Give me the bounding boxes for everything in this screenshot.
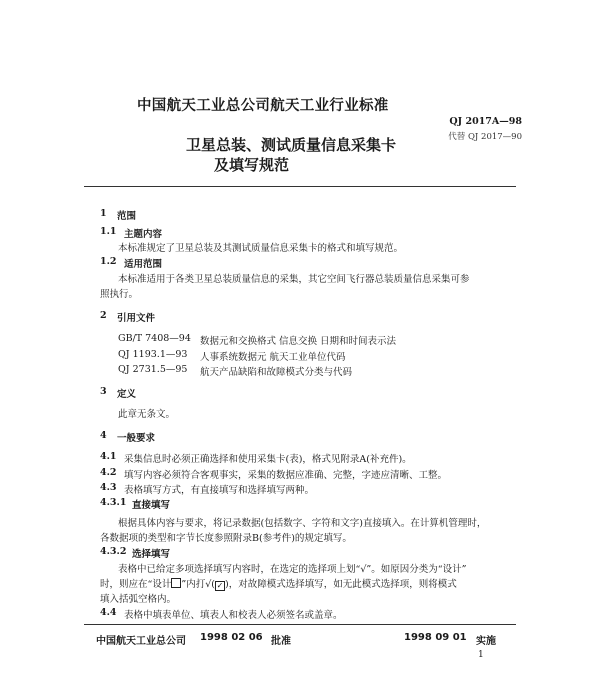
section-3-text: 此章无条文。 [118, 409, 176, 420]
section-1-2-text-cont: 照执行。 [100, 289, 139, 300]
checked-checkbox-example: ✓ [216, 581, 224, 590]
section-2-title: 引用文件 [117, 313, 156, 324]
section-4-3-2-text-part-b: ”内打√( [181, 579, 215, 590]
approve-label: 批准 [271, 636, 291, 647]
implementation-date: 1998 09 01 [404, 632, 467, 643]
section-1-2-title: 适用范围 [124, 259, 163, 270]
section-4-3-number: 4.3 [100, 482, 117, 493]
section-4-title: 一般要求 [117, 433, 156, 444]
issuing-organization: 中国航天工业总公司航天工业行业标准 [137, 98, 389, 114]
section-1-1-title: 主题内容 [124, 229, 163, 240]
section-4-2-number: 4.2 [100, 467, 117, 478]
reference-name: 数据元和交换格式 信息交换 日期和时间表示法 [200, 336, 397, 347]
footer-issuer: 中国航天工业总公司 [96, 636, 186, 647]
section-4-3-2-text-end: 填入括弧空格内。 [100, 594, 177, 605]
section-4-number: 4 [100, 430, 107, 441]
section-1-number: 1 [100, 208, 107, 219]
section-2-number: 2 [100, 310, 107, 321]
section-4-4-text: 表格中填表单位、填表人和校表人必须签名或盖章。 [124, 610, 343, 621]
section-1-1-text: 本标准规定了卫星总装及其测试质量信息采集卡的格式和填写规范。 [118, 243, 404, 254]
empty-checkbox-example [171, 578, 181, 588]
implementation-label: 实施 [476, 636, 496, 647]
header-rule [84, 186, 516, 187]
section-1-2-text: 本标准适用于各类卫星总装质量信息的采集，其它空间飞行器总装质量信息采集可参 [118, 274, 470, 285]
section-4-4-number: 4.4 [100, 607, 117, 618]
section-4-1-text: 采集信息时必须正确选择和使用采集卡(表)，格式见附录A(补充件)。 [124, 454, 412, 465]
reference-name: 人事系统数据元 航天工业单位代码 [200, 352, 346, 363]
standard-code: QJ 2017A—98 [449, 116, 522, 127]
section-4-3-2-text-part-c: )，对故障模式选择填写，如无此模式选择项，则将模式 [224, 579, 457, 590]
reference-code: QJ 1193.1—93 [118, 349, 188, 360]
section-4-1-number: 4.1 [100, 451, 117, 462]
section-4-3-2-number: 4.3.2 [100, 546, 127, 557]
section-4-3-1-text: 根据具体内容与要求，将记录数据(包括数字、字符和文字)直接填入。在计算机管理时， [118, 518, 487, 529]
reference-code: QJ 2731.5—95 [118, 364, 188, 375]
section-1-2-number: 1.2 [100, 256, 117, 267]
section-4-3-1-text-cont: 各数据项的类型和字节长度参照附录B(参考件)的规定填写。 [100, 533, 352, 544]
document-title: 卫星总装、测试质量信息采集卡 [186, 136, 397, 154]
page-number: 1 [478, 650, 484, 660]
section-4-3-2-text-cont [100, 576, 457, 591]
document-title-line2: 及填写规范 [214, 156, 290, 174]
replaces-standard: 代替 QJ 2017—90 [448, 132, 522, 142]
reference-code: GB/T 7408—94 [118, 333, 191, 344]
section-4-2-text: 填写内容必须符合客观事实，采集的数据应准确、完整，字迹应清晰、工整。 [124, 470, 448, 481]
section-1-1-number: 1.1 [100, 226, 117, 237]
section-4-3-2-text-part-a: 时，则应在“设计 [100, 579, 172, 590]
section-4-3-2-title: 选择填写 [132, 549, 171, 560]
section-3-title: 定义 [117, 389, 137, 400]
section-4-3-1-title: 直接填写 [132, 500, 171, 511]
approve-date: 1998 02 06 [200, 632, 263, 643]
section-4-3-2-text: 表格中已给定多项选择填写内容时，在选定的选择项上划“√”。如原因分类为“设计” [118, 564, 467, 575]
section-1-title: 范围 [117, 211, 137, 222]
reference-name: 航天产品缺陷和故障模式分类与代码 [200, 367, 353, 378]
footer-rule [84, 624, 516, 625]
section-4-3-1-number: 4.3.1 [100, 497, 127, 508]
section-4-3-text: 表格填写方式，有直接填写和选择填写两种。 [124, 485, 315, 496]
section-3-number: 3 [100, 386, 107, 397]
